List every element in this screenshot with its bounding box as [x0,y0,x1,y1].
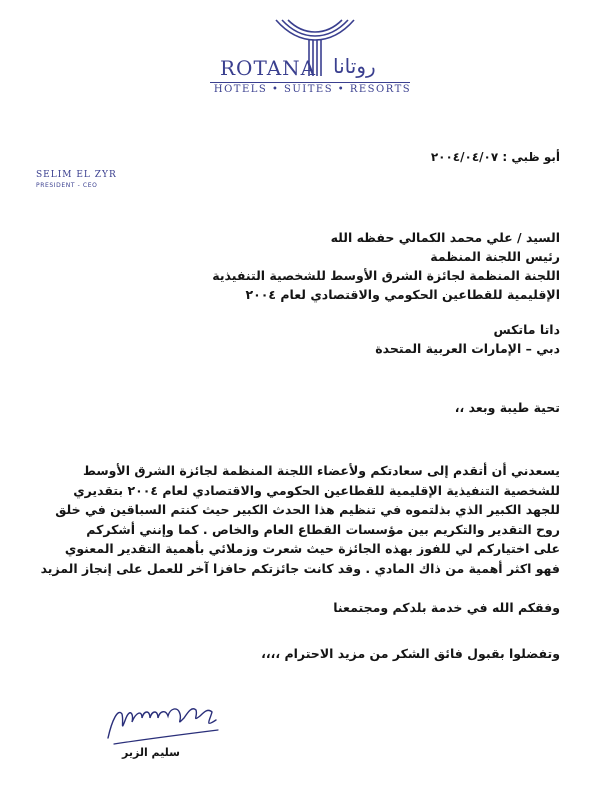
brand-name-arabic: روتانا [333,54,376,78]
body-line: للشخصية التنفيذية الإقليمية للقطاعين الحكومي والاقتصادي لعام ٢٠٠٤ بتقديري [73,482,560,498]
sender-title: PRESIDENT - CEO [36,182,98,189]
brand-name-latin: ROTANA [220,56,317,80]
body-line: للجهد الكبير الذي بذلتموه في تنظيم هذا الحدث الكبير حيث كنتم السباقين في خلق [55,502,560,517]
letter-date: أبو ظبي : ٢٠٠٤/٠٤/٠٧ [430,150,560,164]
tagline-divider [210,82,410,83]
company-line: دبي – الإمارات العربية المتحدة [375,341,560,356]
company-line: داتا ماتكس [493,322,560,337]
sender-name: SELIM EL ZYR [36,170,117,180]
body-line: يسعدني أن أتقدم إلى سعادتكم ولأعضاء اللجنة المنظمة لجائزة الشرق الأوسط [82,463,560,478]
recipient-line: الإقليمية للقطاعين الحكومي والاقتصادي لعام ٢٠٠٤ [245,287,560,302]
body-line: على اختياركم لي للفوز بهذه الجائزة حيث شعرت وزملائي بأهمية التقدير المعنوي [64,541,560,556]
recipient-block [212,228,560,304]
closing-line-1: وفقكم الله في خدمة بلدكم ومجتمعنا [333,600,560,615]
company-block [375,320,560,358]
handwritten-signature [100,700,240,750]
recipient-line: اللجنة المنظمة لجائزة الشرق الأوسط للشخصية التنفيذية [212,268,560,283]
recipient-line: رئيس اللجنة المنظمة [430,249,560,264]
recipient-line: السيد / علي محمد الكمالي حفظه الله [330,230,560,245]
brand-row [0,54,600,84]
brand-tagline: HOTELS • SUITES • RESORTS [213,84,412,95]
body-line: فهو اكثر أهمية من ذاك المادي . وقد كانت جائزتكم حافزا آخر للعمل على إنجاز المزيد [40,560,560,576]
body-paragraph [40,461,560,578]
closing-line-2: وتفضلوا بقبول فائق الشكر من مزيد الاحترام ،،،، [261,646,560,661]
greeting: تحية طيبة وبعد ،، [454,400,560,415]
body-line: روح التقدير والتكريم بين مؤسسات القطاع العام والخاص . كما وإنني أشكركم [86,521,560,537]
signer-name: سليم الزير [122,746,180,759]
